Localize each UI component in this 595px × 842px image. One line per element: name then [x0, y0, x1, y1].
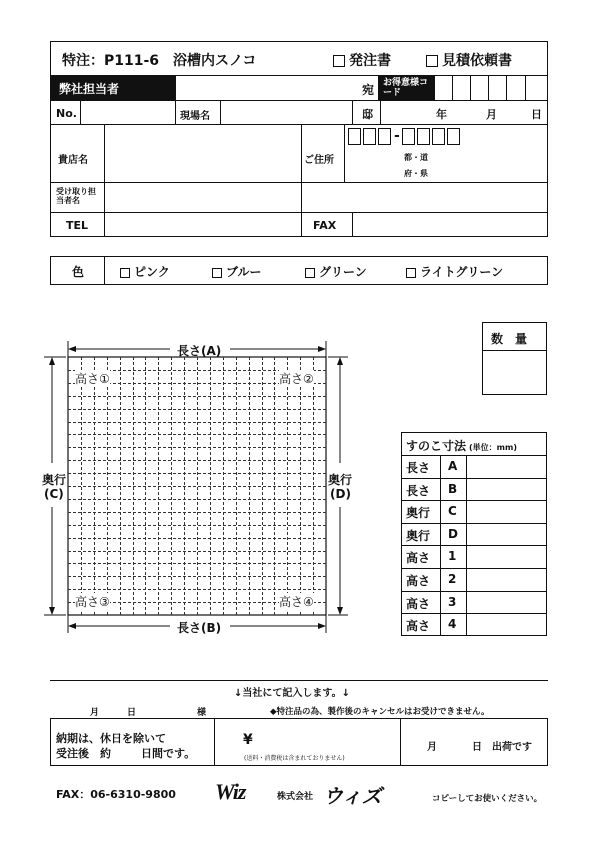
pink-checkbox[interactable] [120, 268, 130, 278]
estimate-day: 日 [127, 708, 137, 718]
color-option-light-green[interactable] [406, 263, 503, 280]
length-a-label: 長さ(A) [177, 344, 222, 358]
address-extra-input[interactable] [302, 183, 547, 211]
dimension-row-key: 3 [448, 595, 457, 609]
dimension-row-input[interactable] [467, 479, 545, 500]
green-checkbox[interactable] [305, 268, 315, 278]
receiver-label: 受け取り担当者名 [56, 187, 96, 205]
delivery-line-1: 納期は、休日を除いて [56, 732, 166, 745]
depth-c-label-2: (C) [44, 487, 64, 501]
no-label: No. [56, 107, 77, 120]
dimensions-unit: (単位：mm) [469, 443, 517, 452]
height-4-label: 高さ④ [279, 595, 314, 609]
order-checkbox-item[interactable] [333, 50, 391, 70]
color-option-pink[interactable] [120, 263, 170, 280]
estimate-sama: 様 [197, 708, 207, 718]
estimate-label: 見積依頼書 [442, 53, 512, 69]
light-green-checkbox[interactable] [406, 268, 416, 278]
estimate-checkbox-item[interactable] [426, 50, 512, 70]
dimension-row-input[interactable] [467, 501, 545, 522]
copy-note: コピーしてお使いください。 [432, 794, 543, 804]
color-option-label: ピンク [134, 265, 170, 279]
address-label: ご住所 [304, 155, 334, 166]
dimension-row-key: C [448, 504, 457, 518]
site-label: 現場名 [180, 111, 210, 122]
blue-checkbox[interactable] [212, 268, 222, 278]
company-prefix: 株式会社 [277, 792, 314, 802]
dimension-row-label: 奥行 [406, 506, 431, 520]
delivery-line-2 [56, 745, 195, 761]
tel-input[interactable] [105, 213, 300, 236]
depth-d-label-2: (D) [330, 487, 351, 501]
zip-code-boxes[interactable]: - [348, 128, 462, 149]
company-name: ウィズ [323, 784, 382, 808]
customer-code-label-cell [378, 76, 434, 100]
footer-fax: FAX：06-6310-9800 [56, 788, 176, 801]
customer-code-label: お得意様コード [383, 78, 429, 98]
ship-day: 日 [472, 742, 482, 753]
fax-input[interactable] [353, 213, 547, 236]
day-label: 日 [531, 108, 542, 121]
dimension-row-input[interactable] [467, 524, 545, 545]
color-label: 色 [72, 265, 85, 279]
year-label: 年 [436, 108, 447, 121]
height-1-label: 高さ① [75, 372, 110, 386]
tel-label: TEL [66, 219, 89, 232]
delivery-suffix: 日間です。 [141, 747, 196, 760]
grid-paper [68, 357, 326, 615]
dimension-row-label: 高さ [406, 574, 431, 588]
store-label: 貴店名 [58, 155, 88, 166]
color-option-label: ライトグリーン [420, 265, 504, 279]
site-input[interactable] [221, 101, 351, 124]
staff-input[interactable] [176, 76, 374, 100]
dimensions-title [406, 437, 517, 454]
store-input[interactable] [105, 125, 300, 182]
cancel-note: ◆特注品の為、製作後のキャンセルはお受けできません。 [270, 707, 490, 717]
quantity-label: 数 量 [491, 332, 528, 346]
color-option-blue[interactable] [212, 263, 262, 280]
staff-label-cell [51, 76, 176, 100]
estimate-month: 月 [90, 708, 100, 718]
to-label: 宛 [362, 83, 375, 97]
dimension-row-key: 1 [448, 549, 457, 563]
depth-c-label-1: 奥行 [42, 473, 67, 487]
delivery-prefix: 受注後 約 [56, 747, 111, 760]
dimensions-title-text: すのこ寸法 [406, 439, 467, 453]
height-3-label: 高さ③ [75, 595, 110, 609]
dimension-row-label: 長さ [406, 461, 431, 475]
dimension-row-label: 高さ [406, 619, 431, 633]
dimension-row-label: 高さ [406, 551, 431, 565]
staff-label: 弊社担当者 [59, 82, 120, 96]
company-logo: Wiz [215, 779, 246, 804]
dimension-row-input[interactable] [467, 546, 545, 567]
dimension-row-key: A [448, 459, 458, 473]
price-input[interactable] [258, 724, 398, 748]
dimension-row-key: B [448, 482, 458, 496]
company-fill-note: ↓当社にて記入します。↓ [234, 688, 350, 699]
dimension-row-label: 奥行 [406, 529, 431, 543]
dimension-row-input[interactable] [467, 569, 545, 590]
dimension-row-input[interactable] [467, 456, 545, 477]
height-2-label: 高さ② [279, 372, 314, 386]
form-title: 特注：P111-6 浴槽内スノコ [62, 53, 257, 69]
no-input[interactable] [81, 101, 175, 124]
month-label: 月 [486, 108, 497, 121]
residence-suffix: 邸 [362, 108, 373, 121]
yen-symbol: ¥ [243, 732, 253, 748]
address-input[interactable] [428, 150, 546, 181]
receiver-input[interactable] [105, 183, 300, 211]
ship-month: 月 [427, 742, 437, 753]
pref-label-2: 府・県 [404, 169, 428, 178]
fax-label: FAX [313, 219, 337, 232]
quantity-input[interactable] [484, 352, 545, 393]
dimension-row-key: D [448, 527, 458, 541]
tax-note: (送料・消費税は含まれておりません) [244, 755, 345, 762]
dimension-row-key: 4 [448, 617, 457, 631]
dimension-row-input[interactable] [467, 592, 545, 613]
ship-label: 出荷です [492, 742, 532, 753]
color-option-label: グリーン [319, 265, 367, 279]
dimension-row-input[interactable] [467, 614, 545, 635]
color-option-label: ブルー [226, 265, 262, 279]
length-b-label: 長さ(B) [177, 621, 222, 635]
order-label: 発注書 [349, 53, 391, 69]
dimension-row-label: 長さ [406, 484, 431, 498]
order-checkbox[interactable] [333, 55, 345, 67]
depth-d-label-1: 奥行 [328, 473, 353, 487]
color-option-green[interactable] [305, 263, 367, 280]
estimate-checkbox[interactable] [426, 55, 438, 67]
dimension-row-key: 2 [448, 572, 457, 586]
pref-label-1: 都・道 [404, 153, 428, 162]
dimension-row-label: 高さ [406, 597, 431, 611]
